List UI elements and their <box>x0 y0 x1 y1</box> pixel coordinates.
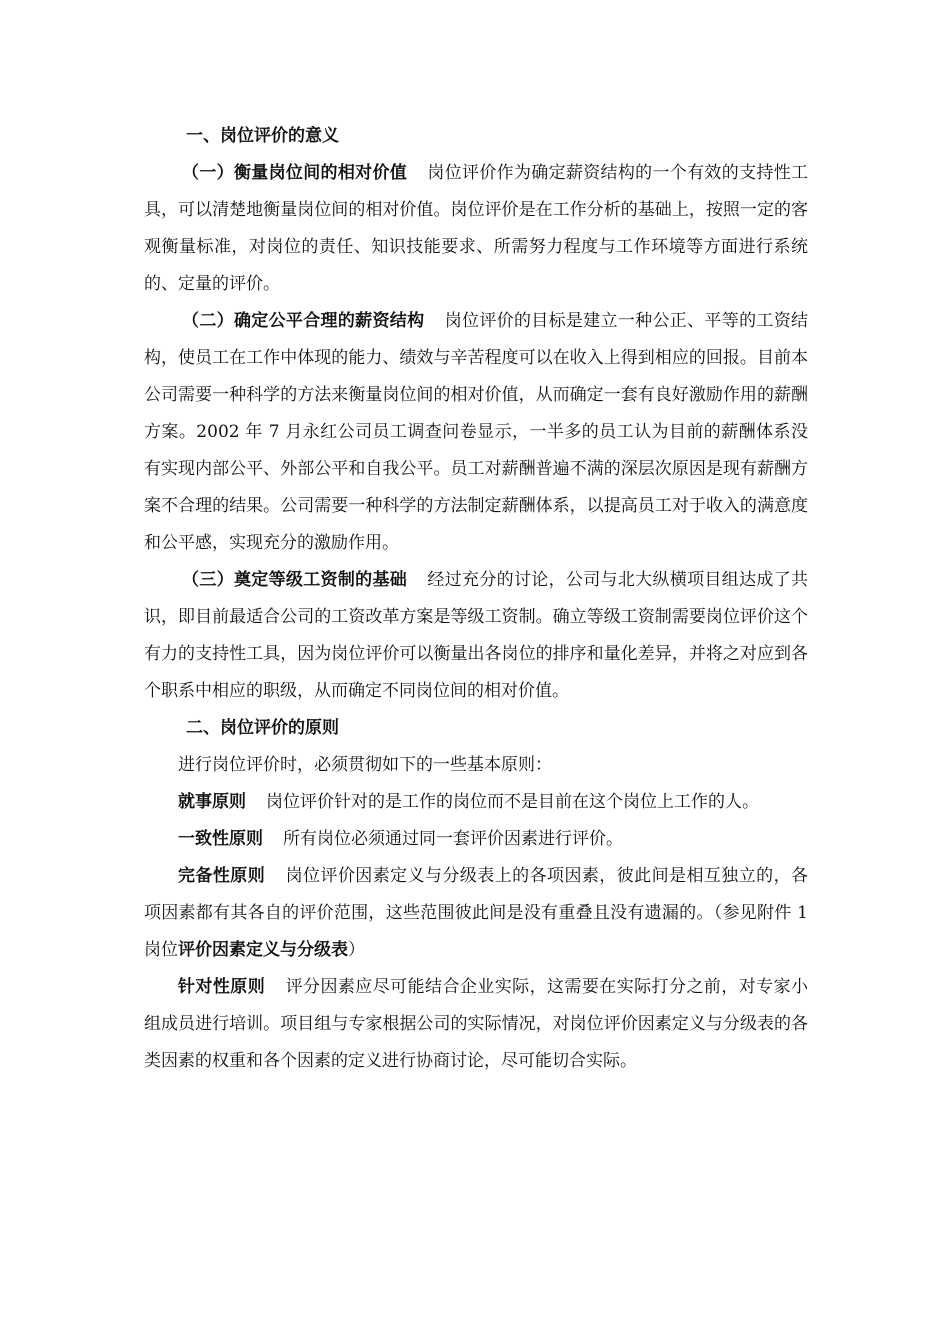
principle-text: 所有岗位必须通过同一套评价因素进行评价。 <box>283 829 623 849</box>
paragraph-relative-value <box>144 155 808 303</box>
paragraph-principle-relevance <box>144 969 808 1080</box>
paragraph-text: 经过充分的讨论，公司与北大纵横项目组达成了共识，即目前最适合公司的工资改革方案是等级工资制。确立等级工资制需要岗位评价这个有力的支持性工具，因为岗位评价可以衡量出各岗位的排序和量化差异，并将之对应到各个职系中相应的职级，从而确定不同岗位间的相对价值。 <box>144 570 809 701</box>
principle-text: 岗位评价针对的是工作的岗位而不是目前在这个岗位上工作的人。 <box>266 792 759 812</box>
paragraph-grade-wage <box>144 562 808 710</box>
paragraph-text: 岗位评价的目标是建立一种公正、平等的工资结构，使员工在工作中体现的能力、绩效与辛苦程度可以在收入上得到相应的回报。目前本公司需要一种科学的方法来衡量岗位间的相对价值，从而确定一套有良好激励作用的薪酬方案。2002 年 7 月永红公司员工调查问卷显示，一半多的员工认为目前的薪酬体系没有实现内部公平、外部公平和自我公平。员工对薪酬普遍不满的深层次原因是现有薪酬方案不合理的结果。公司需要一种科学的方法制定薪酬体系，以提高员工对于收入的满意度和公平感，实现充分的激励作用。 <box>144 311 809 553</box>
paragraph-principle-consistency <box>144 821 808 858</box>
paragraph-lead: （三）奠定等级工资制的基础 <box>182 570 408 590</box>
paragraph-principle-job-focus <box>144 784 808 821</box>
principle-lead: 一致性原则 <box>178 829 263 849</box>
document-body <box>144 118 808 1080</box>
paragraph-lead: （二）确定公平合理的薪资结构 <box>182 311 425 331</box>
paragraph-lead: （一）衡量岗位间的相对价值 <box>182 163 408 183</box>
appendix-reference: 评价因素定义与分级表 <box>178 940 348 960</box>
paragraph-principles-intro: 进行岗位评价时，必须贯彻如下的一些基本原则： <box>178 755 552 775</box>
principle-lead: 针对性原则 <box>178 977 266 997</box>
paragraph-salary-structure <box>144 303 808 562</box>
paragraph-principle-completeness <box>144 858 808 969</box>
paragraph-text: 岗位评价作为确定薪资结构的一个有效的支持性工具，可以清楚地衡量岗位间的相对价值。岗位评价是在工作分析的基础上，按照一定的客观衡量标准，对岗位的责任、知识技能要求、所需努力程度与工作环境等方面进行系统的、定量的评价。 <box>144 163 809 294</box>
principle-text: 岗位评价因素定义与分级表上的各项因素，彼此间是相互独立的，各项因素都有其各自的评价范围，这些范围彼此间是没有重叠且没有遗漏的。（参见附件 1 岗位 <box>144 866 809 960</box>
section-heading-significance: 一、岗位评价的意义 <box>186 126 339 146</box>
principle-text: 评分因素应尽可能结合企业实际，这需要在实际打分之前，对专家小组成员进行培训。项目组与专家根据公司的实际情况，对岗位评价因素定义与分级表的各类因素的权重和各个因素的定义进行协商讨论，尽可能切合实际。 <box>144 977 809 1071</box>
principle-text-end: ） <box>348 940 365 960</box>
principle-lead: 就事原则 <box>178 792 246 812</box>
section-heading-principles: 二、岗位评价的原则 <box>186 718 339 738</box>
principle-lead: 完备性原则 <box>178 866 266 886</box>
